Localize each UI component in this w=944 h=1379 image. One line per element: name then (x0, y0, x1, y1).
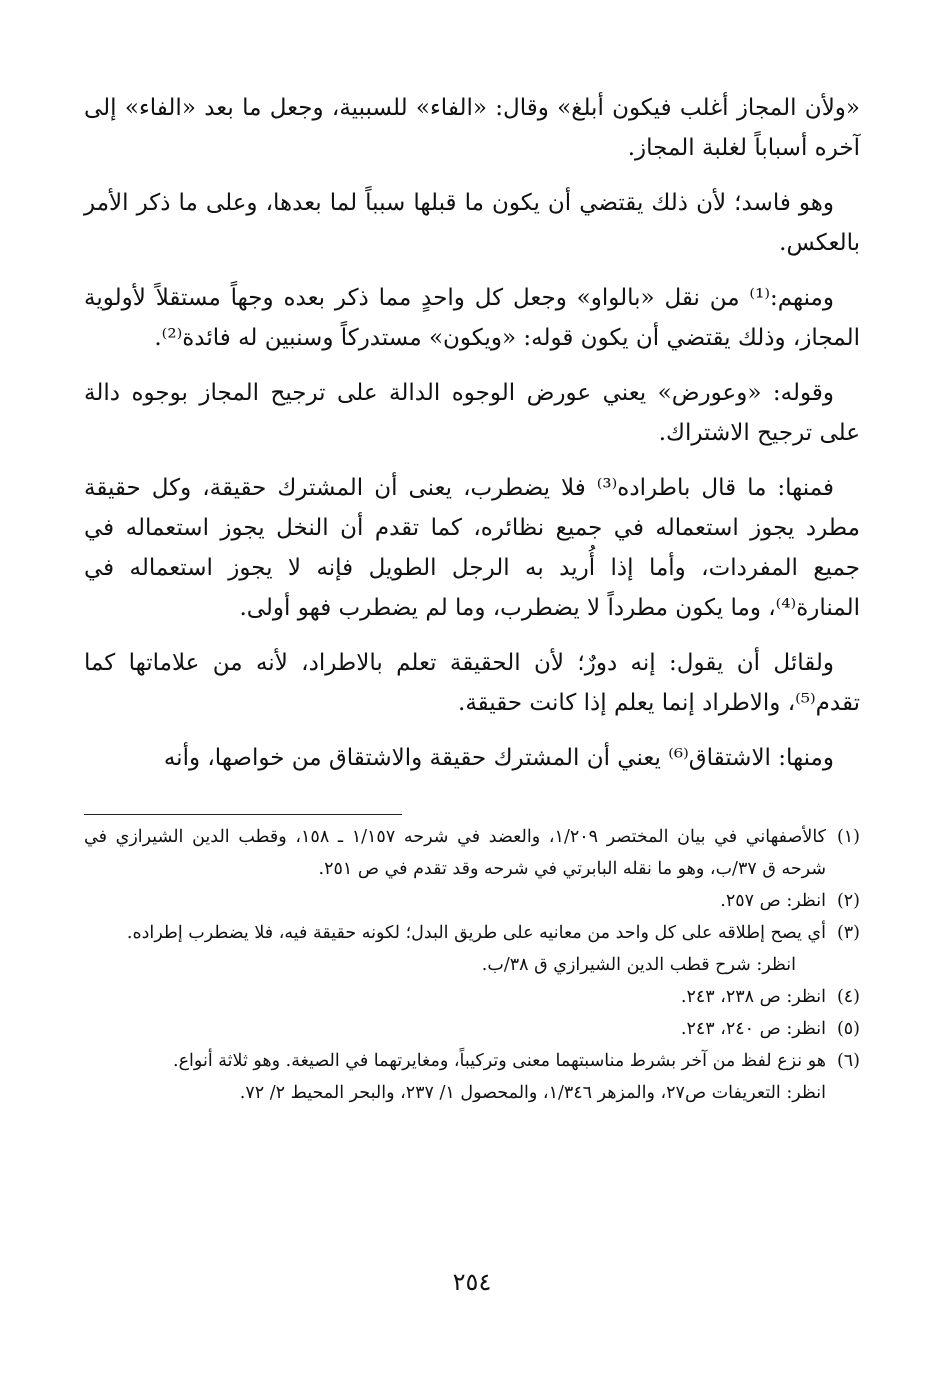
footnote-continuation: انظر: التعريفات ص٢٧، والمزهر ١/٣٤٦، والمحصول ١/ ٢٣٧، والبحر المحيط ٢/ ٧٢. (239, 1083, 826, 1103)
main-text (84, 88, 860, 778)
footnote (84, 981, 860, 1013)
footnote-number: (٣) (836, 923, 860, 943)
paragraph: ولقائل أن يقول: إنه دورٌ؛ لأن الحقيقة تعلم بالاطراد، لأنه من علاماتها كما تقدم⁽⁵⁾، والاطراد إنما يعلم إذا كانت حقيقة. (84, 650, 860, 716)
footnote-text: انظر: ص ٢٤٠، ٢٤٣. (680, 1019, 826, 1039)
footnote-text: انظر: ص ٢٣٨، ٢٤٣. (680, 987, 826, 1007)
paragraph: وهو فاسد؛ لأن ذلك يقتضي أن يكون ما قبلها سبباً لما بعدها، وعلى ما ذكر الأمر بالعكس. (84, 190, 860, 256)
footnotes (84, 821, 860, 1109)
paragraph: ومنهم:⁽¹⁾ من نقل «بالواو» وجعل كل واحدٍ مما ذكر بعده وجهاً مستقلاً لأولوية المجاز، وذلك يقتضي أن يكون قوله: «ويكون» مستدركاً وسنبين له فائدة⁽²⁾. (84, 285, 860, 351)
footnote-text: كالأصفهاني في بيان المختصر ١/٢٠٩، والعضد في شرحه ١/١٥٧ ـ ١٥٨، وقطب الدين الشيرازي في شرحه ق ٣٧/ب، وهو ما نقله البابرتي في شرحه وقد تقدم في ص ٢٥١. (84, 827, 827, 879)
footnote-continuation: انظر: شرح قطب الدين الشيرازي ق ٣٨/ب. (481, 955, 796, 975)
footnote (84, 885, 860, 917)
paragraph: ومنها: الاشتقاق⁽⁶⁾ يعني أن المشترك حقيقة والاشتقاق من خواصها، وأنه (163, 745, 834, 771)
paragraph: «ولأن المجاز أغلب فيكون أبلغ» وقال: «الفاء» للسببية، وجعل ما بعد «الفاء» إلى آخره أسباباً لغلبة المجاز. (84, 95, 860, 161)
paragraph: فمنها: ما قال باطراده⁽³⁾ فلا يضطرب، يعنى أن المشترك حقيقة، وكل حقيقة مطرد يجوز استعماله في جميع نظائره، كما تقدم أن النخل يجوز استعماله في جميع المفردات، وأما إذا أُريد به الرجل الطويل فإنه لا يجوز استعماله في المنارة⁽⁴⁾، وما يكون مطرداً لا يضطرب، وما لم يضطرب فهو أولى. (84, 475, 860, 621)
footnote-number: (١) (836, 827, 860, 847)
footnote-number: (٦) (836, 1051, 860, 1071)
footnote (84, 1013, 860, 1045)
footnote-text: أي يصح إطلاقه على كل واحد من معانيه على طريق البدل؛ لكونه حقيقة فيه، فلا يضطرب إطراده. (126, 923, 826, 943)
footnote (84, 917, 860, 949)
footnote-number: (٥) (836, 1019, 860, 1039)
footnote (84, 1045, 860, 1077)
page-number: ٢٥٤ (452, 1268, 492, 1296)
footnote-number: (٢) (836, 891, 860, 911)
footnote-number: (٤) (836, 987, 860, 1007)
paragraph: وقوله: «وعورض» يعني عورض الوجوه الدالة على ترجيح المجاز بوجوه دالة على ترجيح الاشتراك. (84, 380, 860, 446)
footnote-text: انظر: ص ٢٥٧. (720, 891, 826, 911)
footnote-text: هو نزع لفظ من آخر بشرط مناسبتهما معنى وتركيباً، ومغايرتهما في الصيغة. وهو ثلاثة أنواع. (173, 1051, 826, 1071)
footnote-divider (84, 814, 402, 815)
footnote (84, 821, 860, 885)
